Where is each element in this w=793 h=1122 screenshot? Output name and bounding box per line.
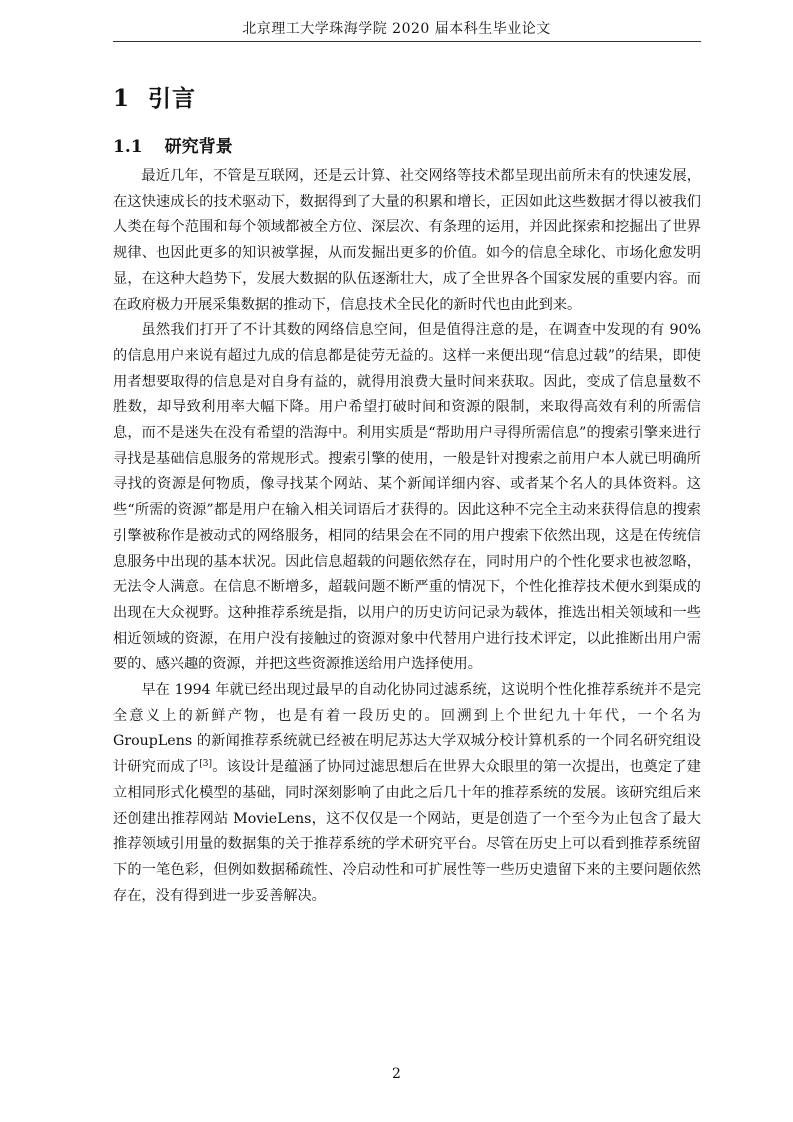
header-rule <box>113 41 701 42</box>
section-title-text: 研究背景 <box>164 137 233 157</box>
section-title <box>113 132 233 157</box>
section-number: 1.1 <box>113 137 143 157</box>
page-number: 2 <box>392 1066 401 1082</box>
paragraph-3-part-1: 早在 1994 年就已经出现过最早的自动化协同过滤系统，这说明个性化推荐系统并不是完全意义上的新鲜产物，也是有着一段历史的。回溯到上个世纪九十年代，一个名为 GroupLens 的新闻推荐系统就已经被在明尼苏达大学双城分校计算机系的一个同名研究组设计研究而成了 <box>113 682 701 776</box>
citation-ref[interactable]: [3] <box>199 759 213 770</box>
body-text <box>113 164 701 909</box>
paragraph-3-part-2: 。该设计是蕴涵了协同过滤思想后在世界大众眼里的第一次提出，也奠定了建立相同形式化模型的基础，同时深刻影响了由此之后几十年的推荐系统的发展。该研究组后来还创建出推荐网站 MovieLens，这不仅仅是一个网站，更是创造了一个至今为止包含了最大推荐领域引用量的数据集的关于推荐系统的学术研究平台。尽管在历史上可以看到推荐系统留下的一笔色彩，但例如数据稀疏性、冷启动性和可扩展性等一些历史遗留下来的主要问题依然存在，没有得到进一步妥善解决。 <box>113 759 701 904</box>
paragraph-3 <box>113 678 701 909</box>
chapter-number: 1 <box>113 85 131 112</box>
paragraph-2: 虽然我们打开了不计其数的网络信息空间，但是值得注意的是，在调查中发现的有 90% 的信息用户来说有超过九成的信息都是徒劳无益的。这样一来便出现“信息过载”的结果，即使用者想要取得的信息是对自身有益的，就得用浪费大量时间来获取。因此，变成了信息量数不胜数，却导致利用率大幅下降。用户希望打破时间和资源的限制，来取得高效有利的所需信息，而不是迷失在没有希望的浩海中。利用实质是“帮助用户寻得所需信息”的搜索引擎来进行寻找是基础信息服务的常规形式。搜索引擎的使用，一般是针对搜索之前用户本人就已明确所寻找的资源是何物质，像寻找某个网站、某个新闻详细内容、或者某个名人的具体资料。这些“所需的资源”都是用户在输入相关词语后才获得的。因此这种不完全主动来获得信息的搜索引擎被称作是被动式的网络服务，相同的结果会在不同的用户搜索下依然出现，这是在传统信息服务中出现的基本状况。因此信息超载的问题依然存在，同时用户的个性化要求也被忽略，无法令人满意。在信息不断增多，超载问题不断严重的情况下，个性化推荐技术便水到渠成的出现在大众视野。这种推荐系统是指，以用户的历史访问记录为载体，推选出相关领域和一些相近领域的资源，在用户没有接触过的资源对象中代替用户进行技术评定，以此推断出用户需要的、感兴趣的资源，并把这些资源推送给用户选择使用。 <box>113 322 701 673</box>
chapter-title <box>113 80 196 113</box>
paragraph-1: 最近几年，不管是互联网，还是云计算、社交网络等技术都呈现出前所未有的快速发展，在这快速成长的技术驱动下，数据得到了大量的积累和增长，正因如此这些数据才得以被我们人类在每个范围和每个领域都被全方位、深层次、有条理的运用，并因此探索和挖掘出了世界规律、也因此更多的知识被掌握，从而发掘出更多的价值。如今的信息全球化、市场化愈发明显，在这种大趋势下，发展大数据的队伍逐渐壮大，成了全世界各个国家发展的重要内容。而在政府极力开展采集数据的推动下，信息技术全民化的新时代也由此到来。 <box>113 168 701 313</box>
chapter-title-text: 引言 <box>148 85 197 112</box>
running-header: 北京理工大学珠海学院 2020 届本科生毕业论文 <box>242 21 551 37</box>
